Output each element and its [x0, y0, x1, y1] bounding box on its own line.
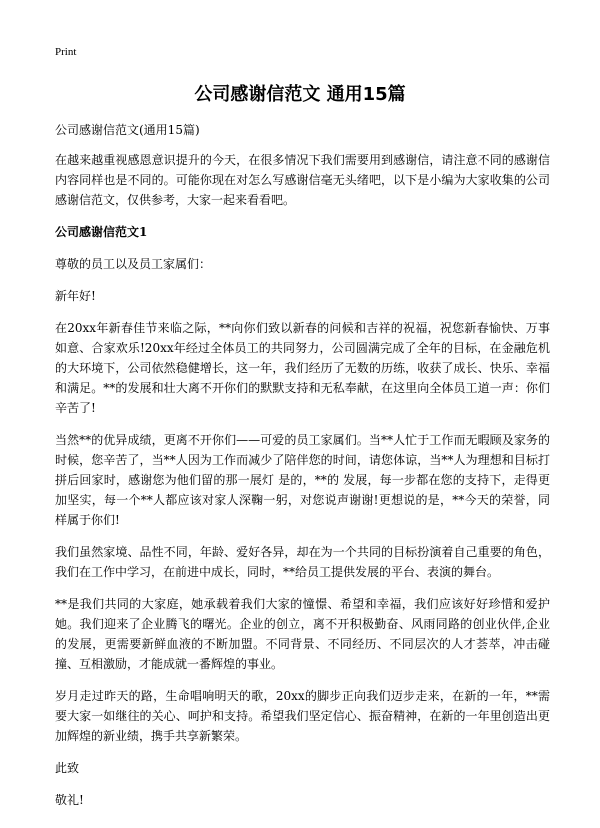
print-link[interactable]: Print: [55, 46, 77, 58]
closing-salute: 敬礼!: [55, 793, 84, 807]
section-heading: 公司感谢信范文1: [55, 225, 148, 239]
salutation: 尊敬的员工以及员工家属们：: [55, 257, 212, 271]
greeting: 新年好!: [55, 289, 96, 303]
body-paragraph: 在20xx年新春佳节来临之际，**向你们致以新春的问候和吉祥的祝福，祝您新春愉快、万事如意、合家欢乐!20xx年经过全体员工的共同努力，公司圆满完成了全年的目标，在金融危机的大环境下，公司依然稳健增长，这一年，我们经历了无数的历练，收获了成长、快乐、幸福和满足。**的发展和壮大离不开你们的默默支持和无私奉献，在这里向全体员工道一声：你们辛苦了!: [55, 321, 550, 415]
article-subtitle: 公司感谢信范文(通用15篇): [55, 123, 200, 137]
closing-line: 此致: [55, 761, 80, 775]
article-body: [55, 120, 550, 822]
body-paragraph: 岁月走过昨天的路，生命唱响明天的歌，20xx的脚步正向我们迈步走来，在新的一年，**需要大家一如继往的关心、呵护和支持。希望我们坚定信心、振奋精神，在新的一年里创造出更加辉煌的新业绩，携手共享新繁荣。: [55, 689, 550, 743]
body-paragraph: **是我们共同的大家庭，她承载着我们大家的憧憬、希望和幸福，我们应该好好珍惜和爱护她。我们迎来了企业腾飞的曙光。企业的创立，离不开积极勤奋、风雨同路的创业伙伴,企业的发展，更需要新鲜血液的不断加盟。不同背景、不同经历、不同层次的人才荟萃，冲击碰撞、互相激励，才能成就一番辉煌的事业。: [55, 597, 550, 671]
body-paragraph: 当然**的优异成绩，更离不开你们——可爱的员工家属们。当**人忙于工作而无暇顾及家务的时候，您辛苦了，当**人因为工作而减少了陪伴您的时间，请您体谅，当**人为理想和目标打拼后回家时，感谢您为他们留的那一展灯 是的，**的 发展，每一步都在您的支持下，走得更加坚实，每一个**人都应该对家人深鞠一躬，对您说声谢谢!更想说的是，**今天的荣誉，同样属于你们!: [55, 433, 550, 527]
body-paragraph: 我们虽然家境、品性不同，年龄、爱好各异，却在为一个共同的目标扮演着自己重要的角色，我们在工作中学习，在前进中成长，同时，**给员工提供发展的平台、表演的舞台。: [55, 545, 550, 579]
intro-paragraph: 在越来越重视感恩意识提升的今天，在很多情况下我们需要用到感谢信，请注意不同的感谢信内容同样也是不同的。可能你现在对怎么写感谢信毫无头绪吧，以下是小编为大家收集的公司感谢信范文，仅供参考，大家一起来看看吧。: [55, 153, 550, 207]
page-title: 公司感谢信范文 通用15篇: [194, 84, 406, 105]
